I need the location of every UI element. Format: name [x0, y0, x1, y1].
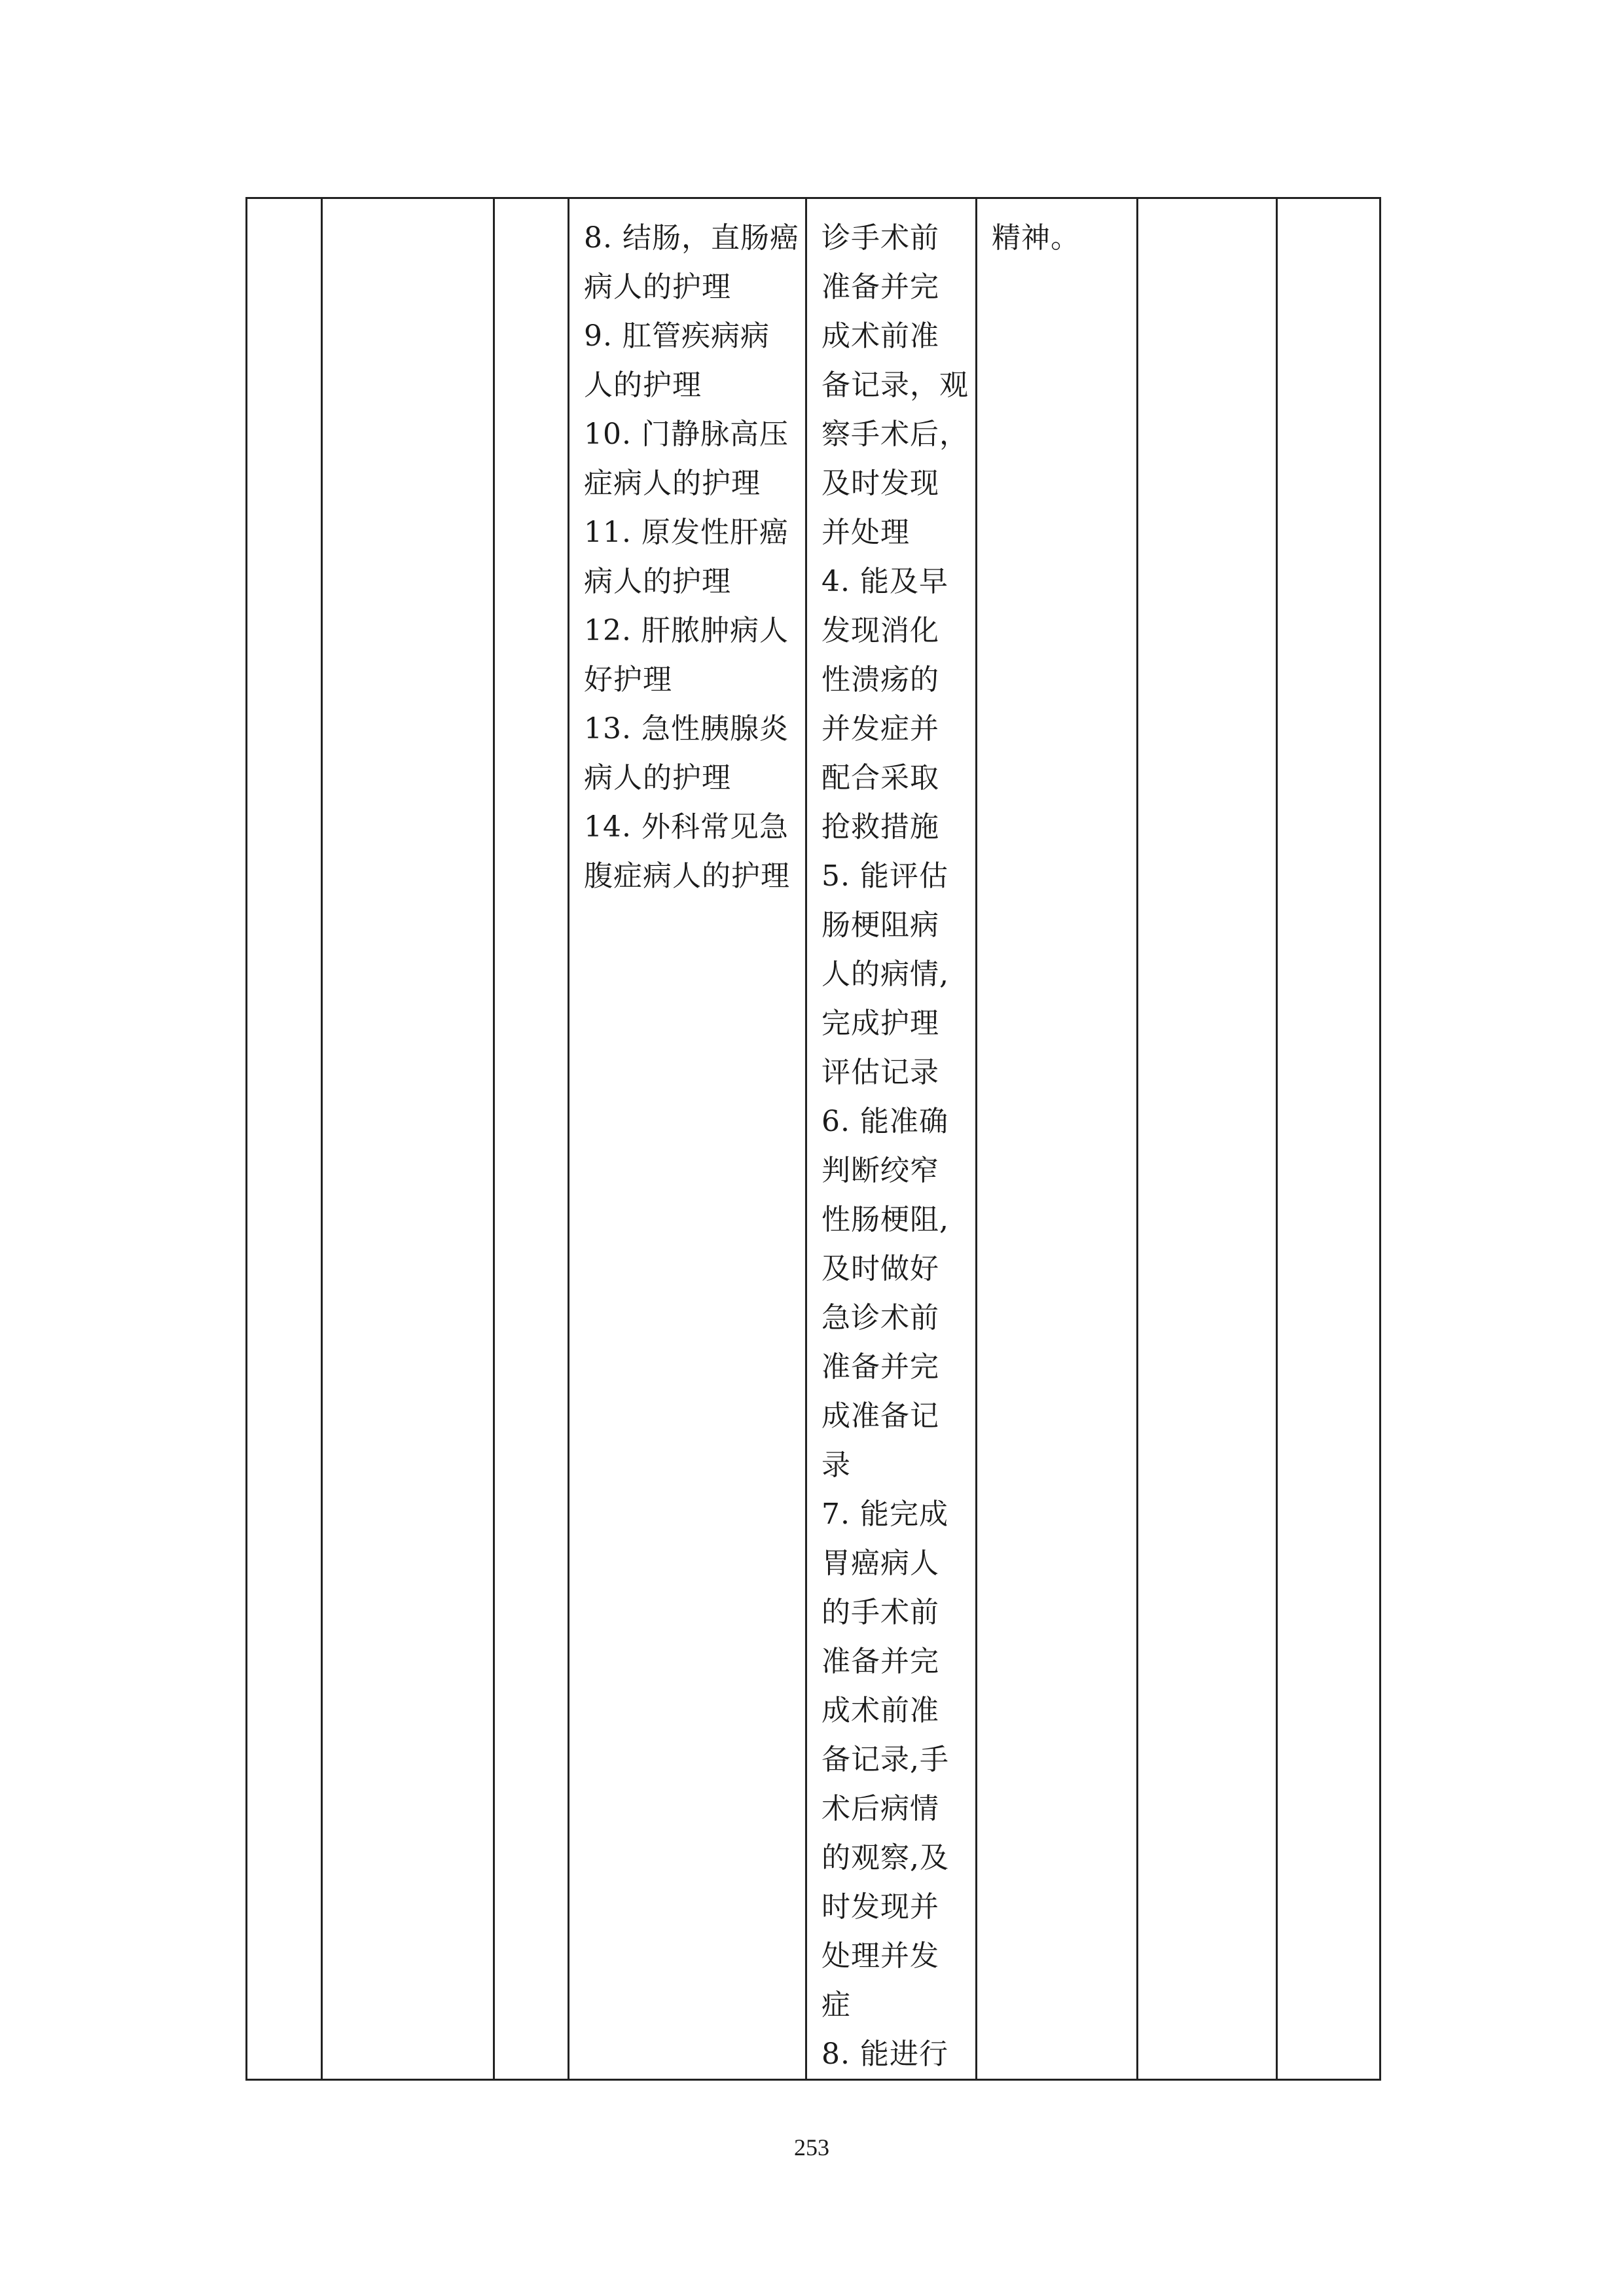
text-line: 性肠梗阻, [821, 1203, 949, 1236]
text-line: 病人的护理 [584, 270, 731, 304]
table-cell-col-2 [322, 198, 494, 2080]
text-line: 的观察,及 [821, 1841, 949, 1874]
text-line: 14. 外科常见急 [584, 810, 789, 844]
text-line: 准备并完 [821, 270, 939, 304]
text-line: 备记录,手 [821, 1743, 949, 1776]
text-line: 12. 肝脓肿病人 [584, 614, 789, 647]
text-line: 察手术后， [821, 418, 969, 451]
text-line: 6. 能准确 [821, 1105, 948, 1138]
skill-requirements-text [807, 199, 975, 2079]
text-line: 成术前准 [821, 1694, 939, 1727]
text-line: 及时发现 [821, 467, 939, 500]
table-cell-col-8 [1277, 198, 1380, 2080]
text-line: 人的病情, [821, 958, 949, 991]
text-line: 症病人的护理 [584, 467, 761, 500]
text-line: 7. 能完成 [821, 1498, 948, 1531]
text-line: 诊手术前 [821, 221, 939, 255]
text-line: 录 [821, 1448, 851, 1482]
text-line: 4. 能及早 [821, 565, 948, 598]
text-line: 11. 原发性肝癌 [584, 516, 789, 549]
text-line: 配合采取 [821, 761, 939, 795]
text-line: 处理并发 [821, 1939, 939, 1973]
text-line: 10. 门静脉高压 [584, 418, 789, 451]
table-cell-col-3 [494, 198, 569, 2080]
text-line: 腹症病人的护理 [584, 859, 790, 893]
text-line: 8. 能进行 [821, 2037, 948, 2071]
text-line: 13. 急性胰腺炎 [584, 712, 789, 745]
text-line: 完成护理 [821, 1007, 939, 1040]
table-cell-course-content [569, 198, 806, 2080]
text-line: 病人的护理 [584, 761, 731, 795]
text-line: 抢救措施 [821, 810, 939, 844]
curriculum-table [245, 197, 1381, 2081]
text-line: 精神。 [992, 221, 1080, 255]
text-line: 人的护理 [584, 368, 702, 402]
text-line: 准备并完 [821, 1645, 939, 1678]
text-line: 肠梗阻病 [821, 908, 939, 942]
text-line: 时发现并 [821, 1890, 939, 1924]
text-line: 的手术前 [821, 1596, 939, 1629]
text-line: 症 [821, 1988, 851, 2022]
text-line: 术后病情 [821, 1792, 939, 1825]
text-line: 判断绞窄 [821, 1154, 939, 1187]
text-line: 准备并完 [821, 1350, 939, 1384]
text-line: 及时做好 [821, 1252, 939, 1285]
text-line: 评估记录 [821, 1056, 939, 1089]
quality-requirements-text [977, 199, 1136, 262]
text-line: 并发症并 [821, 712, 939, 745]
text-line: 性溃疡的 [821, 663, 939, 696]
text-line: 成准备记 [821, 1399, 939, 1433]
table-row [247, 198, 1380, 2080]
course-content-text [569, 199, 805, 901]
text-line: 9. 肛管疾病病 [584, 319, 770, 353]
text-line: 发现消化 [821, 614, 939, 647]
text-line: 成术前准 [821, 319, 939, 353]
text-line: 胃癌病人 [821, 1547, 939, 1580]
text-line: 8. 结肠，直肠癌 [584, 221, 799, 255]
table-cell-col-7 [1138, 198, 1277, 2080]
table-cell-quality-requirements [977, 198, 1138, 2080]
text-line: 5. 能评估 [821, 859, 948, 893]
text-line: 急诊术前 [821, 1301, 939, 1335]
text-line: 病人的护理 [584, 565, 731, 598]
text-line: 并处理 [821, 516, 910, 549]
table-cell-skill-requirements [806, 198, 977, 2080]
table-cell-col-1 [247, 198, 322, 2080]
text-line: 好护理 [584, 663, 672, 696]
page-number: 253 [794, 2134, 829, 2161]
text-line: 备记录，观 [821, 368, 969, 402]
